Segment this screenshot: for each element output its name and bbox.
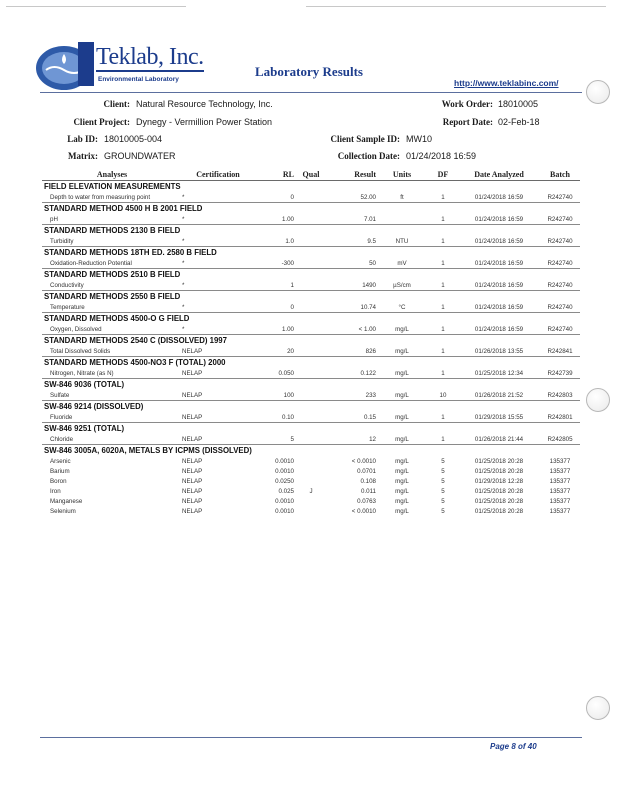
report-date-label: Report Date: (442, 117, 493, 127)
report-date-value: 02-Feb-18 (498, 117, 540, 127)
method-section-title: SW-846 9251 (TOTAL) (42, 423, 580, 435)
client-info: Client: (103, 99, 130, 109)
table-cell-units: mg/L (395, 347, 409, 355)
table-row (42, 466, 580, 476)
table-cell-units: °C (398, 303, 406, 311)
table-cell-qual (294, 346, 328, 357)
table-cell-rl: 0.050 (278, 369, 294, 377)
page-title: Laboratory Results (255, 64, 363, 79)
table-cell-result: 0.0701 (357, 467, 376, 475)
table-cell-batch: R242739 (547, 369, 573, 377)
table-cell-certification: * (182, 303, 185, 311)
table-cell-batch: 135377 (549, 507, 571, 515)
project-label: Client Project: (73, 117, 130, 127)
table-cell-rl: 5 (290, 435, 294, 443)
table-cell-units: mg/L (395, 497, 409, 505)
table-cell-batch: R242740 (547, 237, 573, 245)
table-cell-certification: NELAP (182, 477, 203, 485)
col-certification: Certification (182, 168, 254, 181)
table-cell-certification: * (182, 193, 185, 201)
table-cell-analysis: Barium (50, 467, 70, 475)
table-cell-analysis: pH (50, 215, 58, 223)
method-section-row (42, 357, 580, 369)
table-row (42, 236, 580, 247)
method-section-row (42, 313, 580, 325)
table-cell-result: 0.108 (360, 477, 376, 485)
table-row (42, 368, 580, 379)
table-cell-qual (294, 456, 328, 466)
table-row (42, 476, 580, 486)
table-cell-batch: R242740 (547, 215, 573, 223)
table-cell-batch: R242740 (547, 193, 573, 201)
table-cell-date: 01/24/2018 16:59 (474, 303, 524, 311)
table-cell-df: 5 (441, 457, 445, 465)
table-cell-rl: 0.0250 (275, 477, 294, 485)
table-cell-qual (294, 214, 328, 225)
method-section-row (42, 423, 580, 435)
table-cell-qual (294, 412, 328, 423)
footer-rule (40, 737, 582, 738)
table-cell-result: < 1.00 (358, 325, 376, 333)
table-cell-analysis: Temperature (50, 303, 85, 311)
table-cell-qual (294, 466, 328, 476)
table-cell-df: 5 (441, 497, 445, 505)
table-cell-certification: * (182, 237, 185, 245)
table-cell-rl: 0.0010 (275, 467, 294, 475)
table-cell-date: 01/25/2018 20:28 (474, 487, 524, 495)
table-cell-certification: NELAP (182, 497, 203, 505)
table-row (42, 324, 580, 335)
table-row (42, 434, 580, 445)
page-number: Page 8 of 40 (490, 742, 537, 751)
table-cell-date: 01/24/2018 16:59 (474, 259, 524, 267)
table-cell-date: 01/26/2018 21:44 (474, 435, 524, 443)
collection-date-label: Collection Date: (337, 151, 400, 161)
table-cell-date: 01/25/2018 20:28 (474, 457, 524, 465)
project-value: Dynegy - Vermillion Power Station (136, 117, 273, 127)
table-cell-qual (294, 280, 328, 291)
col-rl: RL (254, 168, 294, 181)
sample-id-value: MW10 (406, 134, 433, 144)
table-cell-batch: R242803 (547, 391, 573, 399)
table-row (42, 258, 580, 269)
table-cell-df: 1 (441, 325, 445, 333)
table-cell-qual (294, 390, 328, 401)
table-cell-units: mV (397, 259, 407, 267)
table-cell-analysis: Arsenic (50, 457, 71, 465)
table-cell-rl: 0.0010 (275, 497, 294, 505)
table-cell-result: 0.122 (360, 369, 376, 377)
table-cell-date: 01/29/2018 15:55 (474, 413, 524, 421)
table-cell-rl: 100 (283, 391, 294, 399)
table-cell-result: 1490 (362, 281, 376, 289)
header-rule (40, 92, 582, 93)
table-cell-df: 5 (441, 487, 445, 495)
table-cell-df: 5 (441, 507, 445, 515)
table-cell-analysis: Total Dissolved Solids (50, 347, 111, 355)
table-cell-date: 01/24/2018 16:59 (474, 215, 524, 223)
table-cell-df: 1 (441, 193, 445, 201)
table-cell-units: µS/cm (393, 281, 411, 289)
col-qual: Qual (294, 168, 328, 181)
table-cell-certification: * (182, 259, 185, 267)
table-cell-qual (294, 506, 328, 516)
table-cell-certification: * (182, 281, 185, 289)
table-cell-date: 01/25/2018 20:28 (474, 507, 524, 515)
table-cell-batch: R242805 (547, 435, 573, 443)
binder-hole-top (586, 80, 610, 104)
table-cell-date: 01/24/2018 16:59 (474, 193, 524, 201)
table-cell-qual: J (309, 487, 313, 495)
method-section-row (42, 203, 580, 215)
table-cell-qual (294, 324, 328, 335)
table-cell-analysis: Turbidity (50, 237, 74, 245)
table-cell-result: 10.74 (360, 303, 376, 311)
table-cell-date: 01/24/2018 16:59 (474, 325, 524, 333)
binder-hole-bottom (586, 696, 610, 720)
table-cell-batch: R242740 (547, 281, 573, 289)
table-cell-date: 01/26/2018 21:52 (474, 391, 524, 399)
table-cell-df: 1 (441, 281, 445, 289)
table-cell-df: 1 (441, 259, 445, 267)
table-cell-analysis: Manganese (50, 497, 83, 505)
table-cell-df: 1 (441, 435, 445, 443)
table-cell-analysis: Fluoride (50, 413, 73, 421)
table-cell-batch: 135377 (549, 487, 571, 495)
table-cell-result: 52.00 (360, 193, 376, 201)
table-cell-df: 5 (441, 477, 445, 485)
table-cell-certification: NELAP (182, 507, 203, 515)
table-cell-batch: 135377 (549, 467, 571, 475)
table-cell-batch: R242740 (547, 303, 573, 311)
logo-name: Teklab, Inc. (96, 44, 204, 70)
table-cell-analysis: Conductivity (50, 281, 84, 289)
table-cell-qual (294, 236, 328, 247)
table-cell-analysis: Selenium (50, 507, 76, 515)
table-cell-rl: 0 (290, 303, 294, 311)
table-cell-units: mg/L (395, 435, 409, 443)
table-cell-date: 01/26/2018 13:55 (474, 347, 524, 355)
table-cell-units (376, 214, 428, 225)
table-cell-units: mg/L (395, 325, 409, 333)
table-cell-date: 01/25/2018 20:28 (474, 467, 524, 475)
table-cell-result: 7.01 (363, 215, 376, 223)
table-cell-rl: -300 (281, 259, 294, 267)
table-cell-df: 1 (441, 237, 445, 245)
table-cell-batch: 135377 (549, 497, 571, 505)
table-cell-rl: 1.00 (281, 215, 294, 223)
client-value: Natural Resource Technology, Inc. (136, 99, 273, 109)
table-cell-certification: NELAP (182, 413, 203, 421)
table-cell-certification: NELAP (182, 369, 203, 377)
table-cell-analysis: Oxygen, Dissolved (50, 325, 102, 333)
table-cell-analysis: Sulfate (50, 391, 70, 399)
table-cell-df: 1 (441, 215, 445, 223)
table-cell-units: mg/L (395, 391, 409, 399)
method-section-row (42, 335, 580, 347)
method-section-title: SW-846 9036 (TOTAL) (42, 379, 580, 391)
table-cell-rl: 0.025 (278, 487, 294, 495)
method-section-row (42, 181, 580, 193)
table-cell-certification: * (182, 325, 185, 333)
method-section-row (42, 269, 580, 281)
table-cell-qual (294, 476, 328, 486)
method-section-title: STANDARD METHODS 2540 C (DISSOLVED) 1997 (42, 335, 580, 347)
table-cell-analysis: Nitrogen, Nitrate (as N) (50, 369, 114, 377)
table-cell-units: mg/L (395, 457, 409, 465)
table-cell-analysis: Depth to water from measuring point (50, 193, 151, 201)
top-rule-right (306, 6, 606, 7)
sample-id-label: Client Sample ID: (330, 134, 400, 144)
method-section-title: STANDARD METHODS 2130 B FIELD (42, 225, 580, 237)
table-cell-certification: * (182, 215, 185, 223)
method-section-row (42, 379, 580, 391)
binder-hole-middle (586, 388, 610, 412)
table-cell-qual (294, 496, 328, 506)
table-cell-rl: 0.0010 (275, 507, 294, 515)
table-row (42, 506, 580, 516)
table-cell-result: < 0.0010 (351, 457, 376, 465)
method-section-row (42, 401, 580, 413)
work-order-label: Work Order: (441, 99, 493, 109)
table-cell-rl: 1 (290, 281, 294, 289)
results-table (42, 168, 580, 516)
table-cell-analysis: Oxidation-Reduction Potential (50, 259, 132, 267)
table-cell-df: 1 (441, 413, 445, 421)
table-cell-qual (294, 434, 328, 445)
table-row (42, 390, 580, 401)
table-cell-result: 826 (365, 347, 376, 355)
table-header-row (42, 168, 580, 181)
table-cell-units: NTU (395, 237, 409, 245)
table-cell-qual (294, 368, 328, 379)
table-cell-certification: NELAP (182, 487, 203, 495)
table-cell-batch: 135377 (549, 477, 571, 485)
table-cell-batch: R242841 (547, 347, 573, 355)
table-cell-result: 12 (369, 435, 376, 443)
table-row (42, 412, 580, 423)
table-cell-units: mg/L (395, 487, 409, 495)
table-cell-certification: NELAP (182, 435, 203, 443)
table-cell-qual (294, 258, 328, 269)
lab-id-value: 18010005-004 (104, 134, 163, 144)
logo-subtitle: Environmental Laboratory (98, 76, 179, 83)
method-section-title: SW-846 3005A, 6020A, METALS BY ICPMS (DISSOLVED) (42, 445, 580, 457)
method-section-row (42, 291, 580, 303)
table-cell-rl: 1.00 (281, 325, 294, 333)
method-section-title: STANDARD METHODS 4500-NO3 F (TOTAL) 2000 (42, 357, 580, 369)
table-cell-date: 01/24/2018 16:59 (474, 237, 524, 245)
table-cell-result: 0.011 (360, 487, 376, 495)
table-cell-date: 01/29/2018 12:28 (474, 477, 524, 485)
table-cell-units: mg/L (395, 369, 409, 377)
table-cell-units: mg/L (395, 477, 409, 485)
method-section-row (42, 225, 580, 237)
table-cell-df: 5 (441, 467, 445, 475)
method-section-title: SW-846 9214 (DISSOLVED) (42, 401, 580, 413)
col-batch: Batch (540, 168, 580, 181)
method-section-title: FIELD ELEVATION MEASUREMENTS (42, 181, 580, 193)
table-cell-qual (294, 302, 328, 313)
table-row (42, 280, 580, 291)
table-cell-analysis: Iron (50, 487, 61, 495)
method-section-title: STANDARD METHOD 4500 H B 2001 FIELD (42, 203, 580, 215)
table-cell-rl: 0.0010 (275, 457, 294, 465)
table-cell-result: 233 (365, 391, 376, 399)
table-cell-rl: 0 (290, 193, 294, 201)
table-row (42, 456, 580, 466)
lab-id-label: Lab ID: (67, 134, 98, 144)
table-row (42, 486, 580, 496)
table-cell-analysis: Chloride (50, 435, 74, 443)
work-order-value: 18010005 (498, 99, 539, 109)
table-row (42, 496, 580, 506)
table-row (42, 214, 580, 225)
table-row (42, 302, 580, 313)
col-df: DF (428, 168, 458, 181)
table-cell-df: 1 (441, 369, 445, 377)
website-link[interactable]: http://www.teklabinc.com/ (454, 78, 559, 88)
table-cell-result: 0.0763 (357, 497, 376, 505)
collection-date-value: 01/24/2018 16:59 (406, 151, 477, 161)
table-cell-units: mg/L (395, 467, 409, 475)
table-cell-units: mg/L (395, 507, 409, 515)
table-cell-df: 10 (439, 391, 447, 399)
method-section-row (42, 247, 580, 259)
table-cell-analysis: Boron (50, 477, 67, 485)
method-section-row (42, 445, 580, 457)
top-rule-left (6, 6, 186, 7)
table-cell-units: mg/L (395, 413, 409, 421)
method-section-title: STANDARD METHODS 18TH ED. 2580 B FIELD (42, 247, 580, 259)
table-cell-certification: NELAP (182, 467, 203, 475)
table-cell-rl: 20 (287, 347, 294, 355)
table-cell-batch: 135377 (549, 457, 571, 465)
table-cell-certification: NELAP (182, 347, 203, 355)
method-section-title: STANDARD METHODS 2550 B FIELD (42, 291, 580, 303)
table-cell-result: < 0.0010 (351, 507, 376, 515)
table-cell-date: 01/25/2018 12:34 (474, 369, 524, 377)
method-section-title: STANDARD METHODS 4500-O G FIELD (42, 313, 580, 325)
col-analyses: Analyses (42, 168, 182, 181)
table-cell-result: 0.15 (363, 413, 376, 421)
table-cell-qual (294, 192, 328, 203)
table-cell-rl: 1.0 (285, 237, 294, 245)
table-cell-df: 1 (441, 347, 445, 355)
matrix-label: Matrix: (68, 151, 98, 161)
table-cell-df: 1 (441, 303, 445, 311)
col-result: Result (328, 168, 376, 181)
table-row (42, 346, 580, 357)
table-cell-date: 01/24/2018 16:59 (474, 281, 524, 289)
col-date-analyzed: Date Analyzed (458, 168, 540, 181)
table-cell-certification: NELAP (182, 391, 203, 399)
table-row (42, 192, 580, 203)
table-cell-batch: R242740 (547, 325, 573, 333)
col-units: Units (376, 168, 428, 181)
table-cell-result: 50 (369, 259, 376, 267)
matrix-value: GROUNDWATER (104, 151, 176, 161)
table-cell-certification: NELAP (182, 457, 203, 465)
table-cell-batch: R242740 (547, 259, 573, 267)
table-cell-result: 9.5 (367, 237, 376, 245)
table-cell-units: ft (400, 193, 404, 201)
table-cell-date: 01/25/2018 20:28 (474, 497, 524, 505)
table-cell-batch: R242801 (547, 413, 573, 421)
table-cell-rl: 0.10 (281, 413, 294, 421)
method-section-title: STANDARD METHODS 2510 B FIELD (42, 269, 580, 281)
